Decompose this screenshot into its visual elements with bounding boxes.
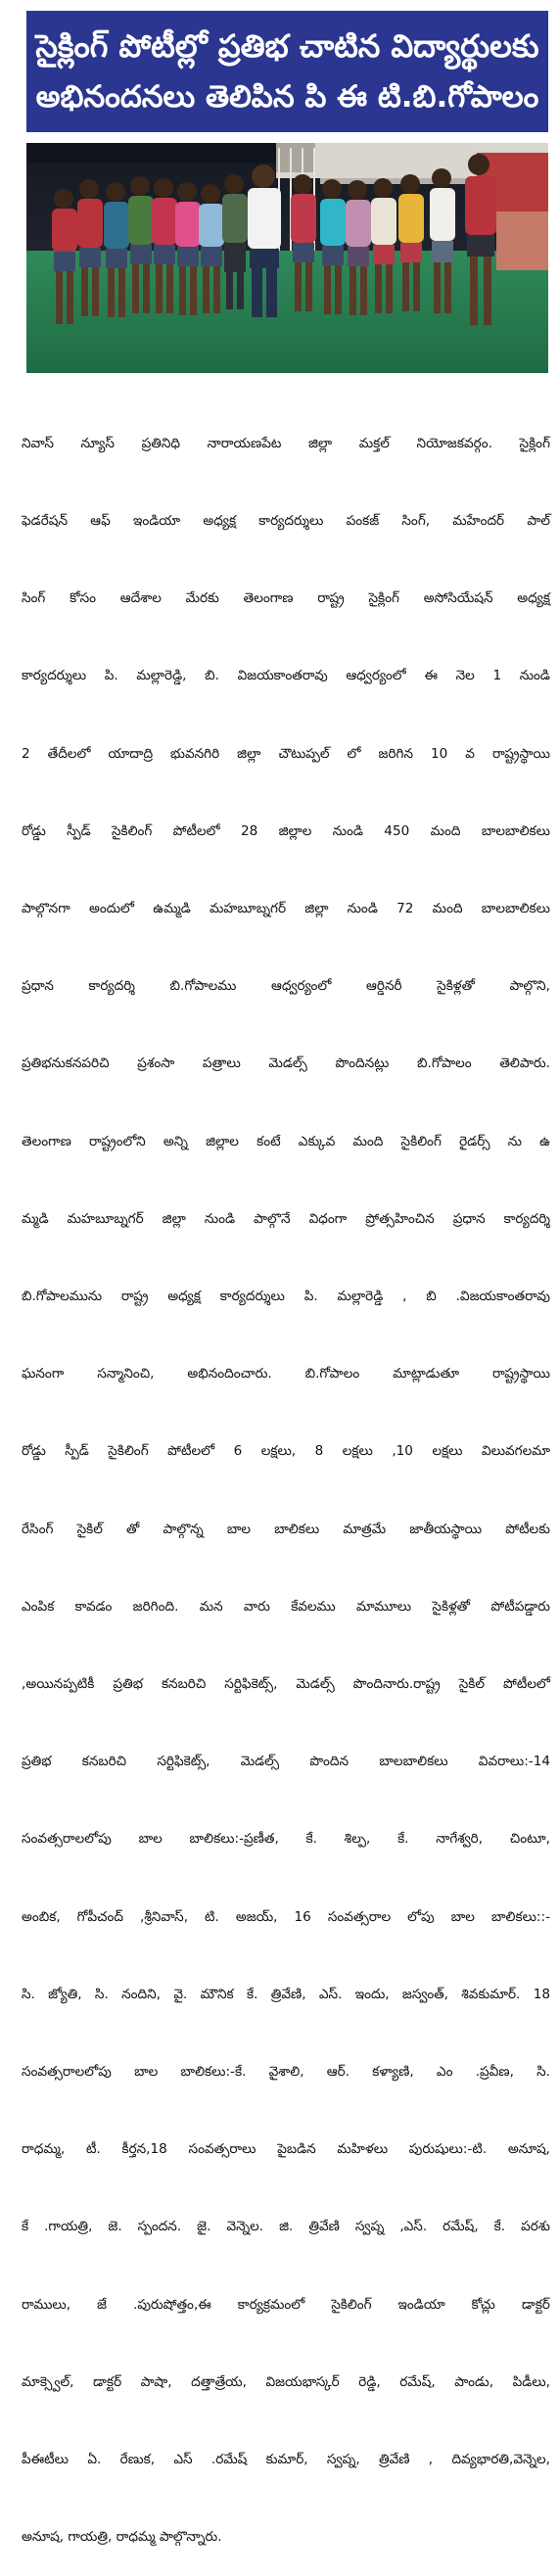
article-line: మ్మడి మహబూబ్నగర్ జిల్లా నుండి పాల్గొనే విధంగా ప్రోత్సహించిన ప్రధాన కార్యదర్శి [22, 1210, 550, 1227]
article-line: తెలంగాణ రాష్ట్రంలోని అన్ని జిల్లాల కంటే ఎక్కువ మంది సైకిలింగ్ రైడర్స్ ను ఉ [22, 1133, 550, 1149]
article-line: పాల్గొనగా అందులో ఉమ్మడి మహబూబ్నగర్ జిల్లా నుండి 72 మంది బాలబాలికలు [22, 901, 550, 917]
article-line: బి.గోపాలమును రాష్ట్ర అధ్యక్ష కార్యదర్శులు పి. మల్లారెడ్డి , బి .విజయకాంతరావు [22, 1288, 550, 1305]
article-line: రేసింగ్ సైకిల్ తో పాల్గొన్న బాల బాలికలు మాత్రమే జాతీయస్థాయి పోటీలకు [22, 1521, 550, 1537]
article-line: ప్రధాన కార్యదర్శి బి.గోపాలము ఆధ్వర్యంలో ఆర్డినరీ సైకిళ్లతో పాల్గొని, [22, 978, 550, 995]
article-line: పీఈటీలు ఏ. రేణుక, ఎస్ .రమేష్ కుమార్, స్వప్న, త్రివేణి , దివ్యభారతి,వెన్నెల, [22, 2452, 550, 2468]
article-line: ఘనంగా సన్మానించి, అభినందించారు. బి.గోపాలం మాట్లాడుతూ రాష్ట్రస్థాయి [22, 1366, 550, 1382]
article-line: 2 తేదీలలో యాదాద్రి భువనగిరి జిల్లా చౌటుప్పల్ లో జరిగిన 10 వ రాష్ట్రస్థాయి [22, 745, 550, 762]
article-line: సింగ్ కోసం ఆదేశాల మేరకు తెలంగాణ రాష్ట్ర సైక్లింగ్ అసోసియేషన్ అధ్యక్ష [22, 590, 550, 607]
article-line: రోడ్డు స్పీడ్ సైకిలింగ్ పోటీలలో 6 లక్షలు, 8 లక్షలు ,10 లక్షలు విలువగలమా [22, 1443, 550, 1460]
group-photo [26, 143, 548, 373]
article-line: అనూష, గాయత్రి, రాధమ్మ పాల్గొన్నారు. [22, 2529, 222, 2546]
article-line: ప్రతిభనుకనపరిచి ప్రశంసా పత్రాలు మెడల్స్ పొందినట్లు బి.గోపాలం తెలిపారు. [22, 1055, 550, 1072]
article-line: రాములు, జే .పురుషోత్తం,ఈ కార్యక్రమంలో సైకిలింగ్ ఇండియా కోచ్లు డాక్టర్ [22, 2296, 550, 2313]
headline-banner [26, 11, 548, 132]
article-line: ,అయినప్పటికీ ప్రతిభ కనబరిచి సర్టిఫికెట్స్, మెడల్స్ పొందినారు.రాష్ట్ర సైకిల్ పోటీలలో [22, 1676, 550, 1693]
article-line: నివాస్ న్యూస్ ప్రతినిధి నారాయణపేట జిల్లా మక్తల్ నియోజకవర్గం. సైక్లింగ్ [22, 435, 550, 451]
article-line: మాక్స్వెల్, డాక్టర్ పాషా, దత్తాత్రేయ, విజయభాస్కర్ రెడ్డి, రమేష్, పాండు, పిడీలు, [22, 2373, 550, 2390]
article-line: కార్యదర్శులు పి. మల్లారెడ్డి, బి. విజయకాంతరావు ఆధ్వర్యంలో ఈ నెల 1 నుండి [22, 668, 550, 684]
article-line: రోడ్డు స్పీడ్ సైకిలింగ్ పోటీలలో 28 జిల్లాల నుండి 450 మంది బాలబాలికలు [22, 822, 550, 839]
article-line: ఎంపిక కావడం జరిగింది. మన వారు కేవలము మామూలు సైకిళ్లతో పోటీపడ్డారు [22, 1598, 550, 1615]
article-line: సి. జ్యోతి, సి. నందిని, వై. మౌనిక కే. త్రివేణి, ఎస్. ఇందు, జస్వంత్, శివకుమార్. 18 [22, 1986, 550, 2002]
article-line: రాధమ్మ, టీ. కీర్తన,18 సంవత్సరాలు పైబడిన మహిళలు పురుషులు:-టి. అనూష, [22, 2141, 550, 2158]
article-line: ప్రతిభ కనబరిచి సర్టిఫికెట్స్, మెడల్స్ పొందిన బాలబాలికలు వివరాలు:-14 [22, 1754, 550, 1770]
article-line: సంవత్సరాలలోపు బాల బాలికలు:-ప్రణీత, కే. శిల్ప, కే. నాగేశ్వరి, చింటూ, [22, 1831, 550, 1848]
headline-line-2: అభినందనలు తెలిపిన పి ఈ టి.బి.గోపాలం [35, 79, 539, 115]
article-body [22, 379, 550, 2576]
article-line: ఫెడరేషన్ ఆఫ్ ఇండియా అధ్యక్ష కార్యదర్శులు పంకజ్ సింగ్, మహేందర్ పాల్ [22, 513, 550, 530]
article-line: సంవత్సరాలలోపు బాల బాలికలు:-కే. వైశాలి, ఆర్. కళ్యాణి, ఎం .ప్రవీణ, సి. [22, 2064, 550, 2081]
headline-line-1: సైక్లింగ్ పోటీల్లో ప్రతిభ చాటిన విద్యార్థులకు [35, 27, 539, 65]
article-line: కే .గాయత్రి, జె. స్పందన. జై. వెన్నెల. జి. త్రివేణి స్వప్న ,ఎస్. రమేష్, కే. పరశు [22, 2219, 550, 2235]
article-line: అంబిక, గోపీచంద్ ,శ్రీనివాస్, టి. అజయ్, 16 సంవత్సరాల లోపు బాల బాలికలు::- [22, 1908, 550, 1925]
